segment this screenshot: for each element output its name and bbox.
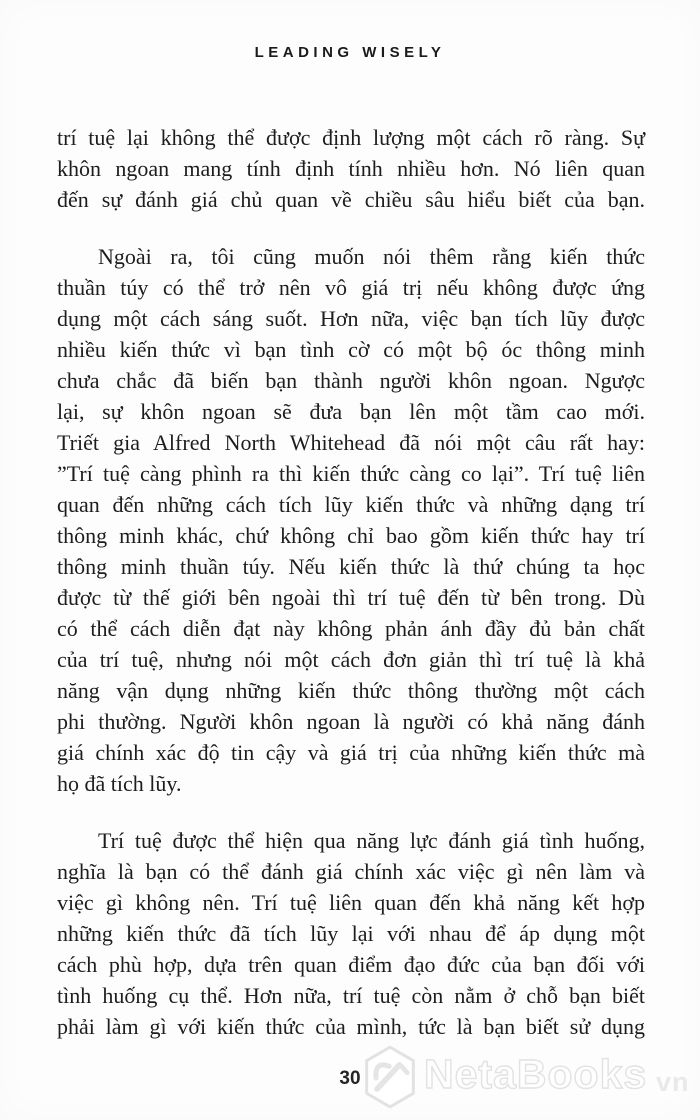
text-line: trí tuệ lại không thể được định lượng một cách rõ ràng. Sự xyxy=(57,125,645,150)
text-line: lại, sự khôn ngoan sẽ đưa bạn lên một tầm cao mới. xyxy=(57,399,645,424)
text-line: của trí tuệ, nhưng nói một cách đơn giản thì trí tuệ là khả xyxy=(57,647,645,672)
paragraph xyxy=(57,825,645,1042)
text-line: Trí tuệ được thể hiện qua năng lực đánh giá tình huống, xyxy=(98,828,645,853)
text-line: quan đến những cách tích lũy kiến thức và những dạng trí xyxy=(57,492,645,517)
watermark-tld-text: vn xyxy=(656,1067,690,1097)
text-line: khôn ngoan mang tính định tính nhiều hơn. Nó liên quan xyxy=(57,156,645,181)
text-line: việc gì không nên. Trí tuệ liên quan đến khả năng kết hợp xyxy=(57,890,645,915)
text-line: chưa chắc đã biến bạn thành người khôn ngoan. Ngược xyxy=(57,368,645,393)
text-line: phải làm gì với kiến thức của mình, tức là bạn biết sử dụng xyxy=(57,1014,645,1039)
page-body xyxy=(57,122,645,1042)
text-line: Ngoài ra, tôi cũng muốn nói thêm rằng kiến thức xyxy=(98,244,645,269)
text-line: có thể cách diễn đạt này không phản ánh đầy đủ bản chất xyxy=(57,616,645,641)
page-number: 30 xyxy=(339,1068,361,1089)
text-line: những kiến thức đã tích lũy lại với nhau để áp dụng một xyxy=(57,921,645,946)
text-line: nghĩa là bạn có thể đánh giá chính xác việc gì nên làm và xyxy=(57,859,645,884)
text-line: thông minh khác, chứ không chỉ bao gồm kiến thức hay trí xyxy=(57,523,645,548)
text-line: giá chính xác độ tin cậy và giá trị của những kiến thức mà xyxy=(57,740,645,765)
watermark-brand-text: NetaBooks xyxy=(424,1051,648,1097)
paragraph xyxy=(57,122,645,215)
text-line: thông minh thuần túy. Nếu kiến thức là thứ chúng ta học xyxy=(57,554,645,579)
text-line: phi thường. Người khôn ngoan là người có khả năng đánh xyxy=(57,709,645,734)
text-line: nhiều kiến thức vì bạn tình cờ có một bộ óc thông minh xyxy=(57,337,645,362)
text-line: thuần túy có thể trở nên vô giá trị nếu không được ứng xyxy=(57,275,645,300)
text-line: ”Trí tuệ càng phình ra thì kiến thức càng co lại”. Trí tuệ liên xyxy=(57,461,645,486)
text-line: họ đã tích lũy. xyxy=(57,771,182,796)
running-header: LEADING WISELY xyxy=(254,44,446,61)
text-line: đến sự đánh giá chủ quan về chiều sâu hiểu biết của bạn. xyxy=(57,187,645,212)
paragraph xyxy=(57,241,645,799)
text-line: Triết gia Alfred North Whitehead đã nói một câu rất hay: xyxy=(57,430,645,455)
text-line: được từ thế giới bên ngoài thì trí tuệ đến từ bên trong. Dù xyxy=(57,585,645,610)
text-line: tình huống cụ thể. Hơn nữa, trí tuệ còn nằm ở chỗ bạn biết xyxy=(57,983,645,1008)
text-line: cách phù hợp, dựa trên quan điểm đạo đức của bạn đối với xyxy=(57,952,645,977)
text-line: dụng một cách sáng suốt. Hơn nữa, việc bạn tích lũy được xyxy=(57,306,645,331)
text-line: năng vận dụng những kiến thức thông thường một cách xyxy=(57,678,645,703)
